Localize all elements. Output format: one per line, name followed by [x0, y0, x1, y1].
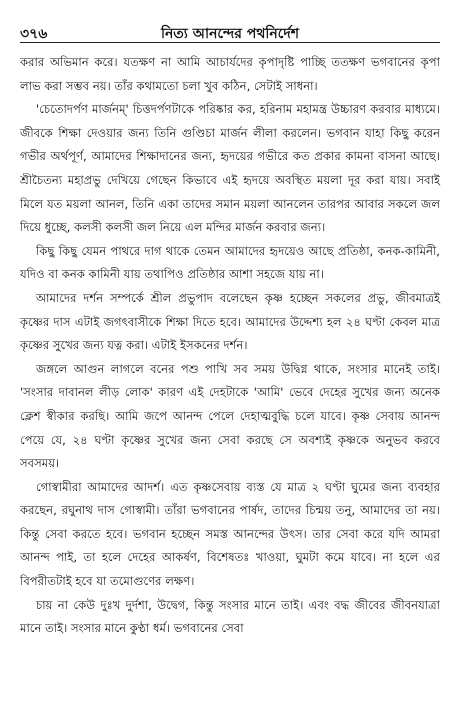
paragraph-7: চায় না কেউ দুঃখ দুর্দশা, উদ্বেগ, কিন্তু সংসার মানে তাই। এবং বদ্ধ জীবের জীবনযাত্রা মানে তাই। সংসার মানে কুণ্ঠা ধর্ম। ভগবানের সেবা: [20, 597, 440, 636]
paragraph-1: করার অভিমান করে। যতক্ষণ না আমি আচার্যদের কৃপাদৃষ্টি পাচ্ছি ততক্ষণ ভগবানের কৃপা লাভ করা সম্ভব নয়। তাঁর কথামতো চলা খুব কঠিন, সেটাই সাধনা।: [20, 55, 440, 93]
paragraph-2: 'চেতোদর্পণ মার্জনম্' চিত্তদর্পণটাকে পরিষ্কার কর, হরিনাম মহামন্ত্র উচ্চারণ করবার মাধ্যমে। জীবকে শিক্ষা দেওয়ার জন্য তিনি গুণ্ডিচা মার্জন লীলা করলেন। ভগবান যাহা কিছু করেন গভীর অর্থপূর্ণ, আমাদের শিক্ষাদানের জন্য, হৃদয়ের গভীরে কত প্রকার কামনা বাসনা আছে। শ্রীচৈতন্য মহাপ্রভু দেখিয়ে গেছেন কিভাবে এই হৃদয়ে অবস্থিত ময়লা দূর করা যায়। সবাই মিলে যত ময়লা আনল, তিনি একা তাদের সমান ময়লা আনলেন তারপর আবার সকলে জল দিয়ে ধুচ্ছে, কলসী কলসী জল নিয়ে এল মন্দির মার্জন করবার জন্য।: [20, 102, 440, 235]
page-header: [20, 12, 440, 43]
paragraph-4: আমাদের দর্শন সম্পর্কে শ্রীল প্রভুপাদ বলেছেন কৃষ্ণ হচ্ছেন সকলের প্রভু, জীবমাত্রই কৃষ্ণের দাস এটাই জগৎবাসীকে শিক্ষা দিতে হবে। আমাদের উদ্দেশ্য হল ২৪ ঘণ্টা কেবল মাত্র কৃষ্ণের সুখের জন্য যত্ন করা। এটাই ইসকনের দর্শন।: [20, 290, 440, 353]
paragraph-5: জঙ্গলে আগুন লাগলে বনের পশু পাখি সব সময় উদ্বিগ্ন থাকে, সংসার মানেই তাই। 'সংসার দাবানল লীড় লোক' কারণ এই দেহটাকে 'আমি' ভেবে দেহের সুখের জন্য অনেক ক্লেশ স্বীকার করছি। আমি জপে আনন্দ পেলে দেহাত্মবুদ্ধি চলে যাবে। কৃষ্ণ সেবায় আনন্দ পেয়ে যে, ২৪ ঘণ্টা কৃষ্ণের সুখের জন্য সেবা করছে সে অবশ্যই কৃষ্ণকে অনুভব করবে সবসময়।: [20, 361, 440, 471]
paragraph-3: কিছু কিছু যেমন পাথরে দাগ থাকে তেমন আমাদের হৃদয়েও আছে প্রতিষ্ঠা, কনক-কামিনী, যদিও বা কনক কামিনী যায় তথাপিও প্রতিষ্ঠার আশা সহজে যায় না।: [20, 243, 440, 282]
book-page: [20, 12, 440, 641]
body-text: [20, 51, 440, 641]
running-title: নিত্য আনন্দের পথনির্দেশ: [160, 26, 300, 42]
paragraph-6: গোস্বামীরা আমাদের আদর্শ। এত কৃষ্ণসেবায় ব্যস্ত যে মাত্র ২ ঘণ্টা ঘুমের জন্য ব্যবহার করছেন, রঘুনাথ দাস গোস্বামী। তাঁরা ভগবানের পার্ষদ, তাদের চিন্ময় তনু, আমাদের তা নয়। কিন্তু সেবা করতে হবে। ভগবান হচ্ছেন সমস্ত আনন্দের উৎস। তার সেবা করে যদি আমরা আনন্দ পাই, তা হলে দেহের আকর্ষণ, বিশেষতঃ খাওয়া, ঘুমটা কমে যাবে। না হলে এর বিপরীতটাই হবে যা তমোগুণের লক্ষণ।: [20, 479, 440, 589]
page-number: ৩৭৬: [20, 26, 48, 42]
